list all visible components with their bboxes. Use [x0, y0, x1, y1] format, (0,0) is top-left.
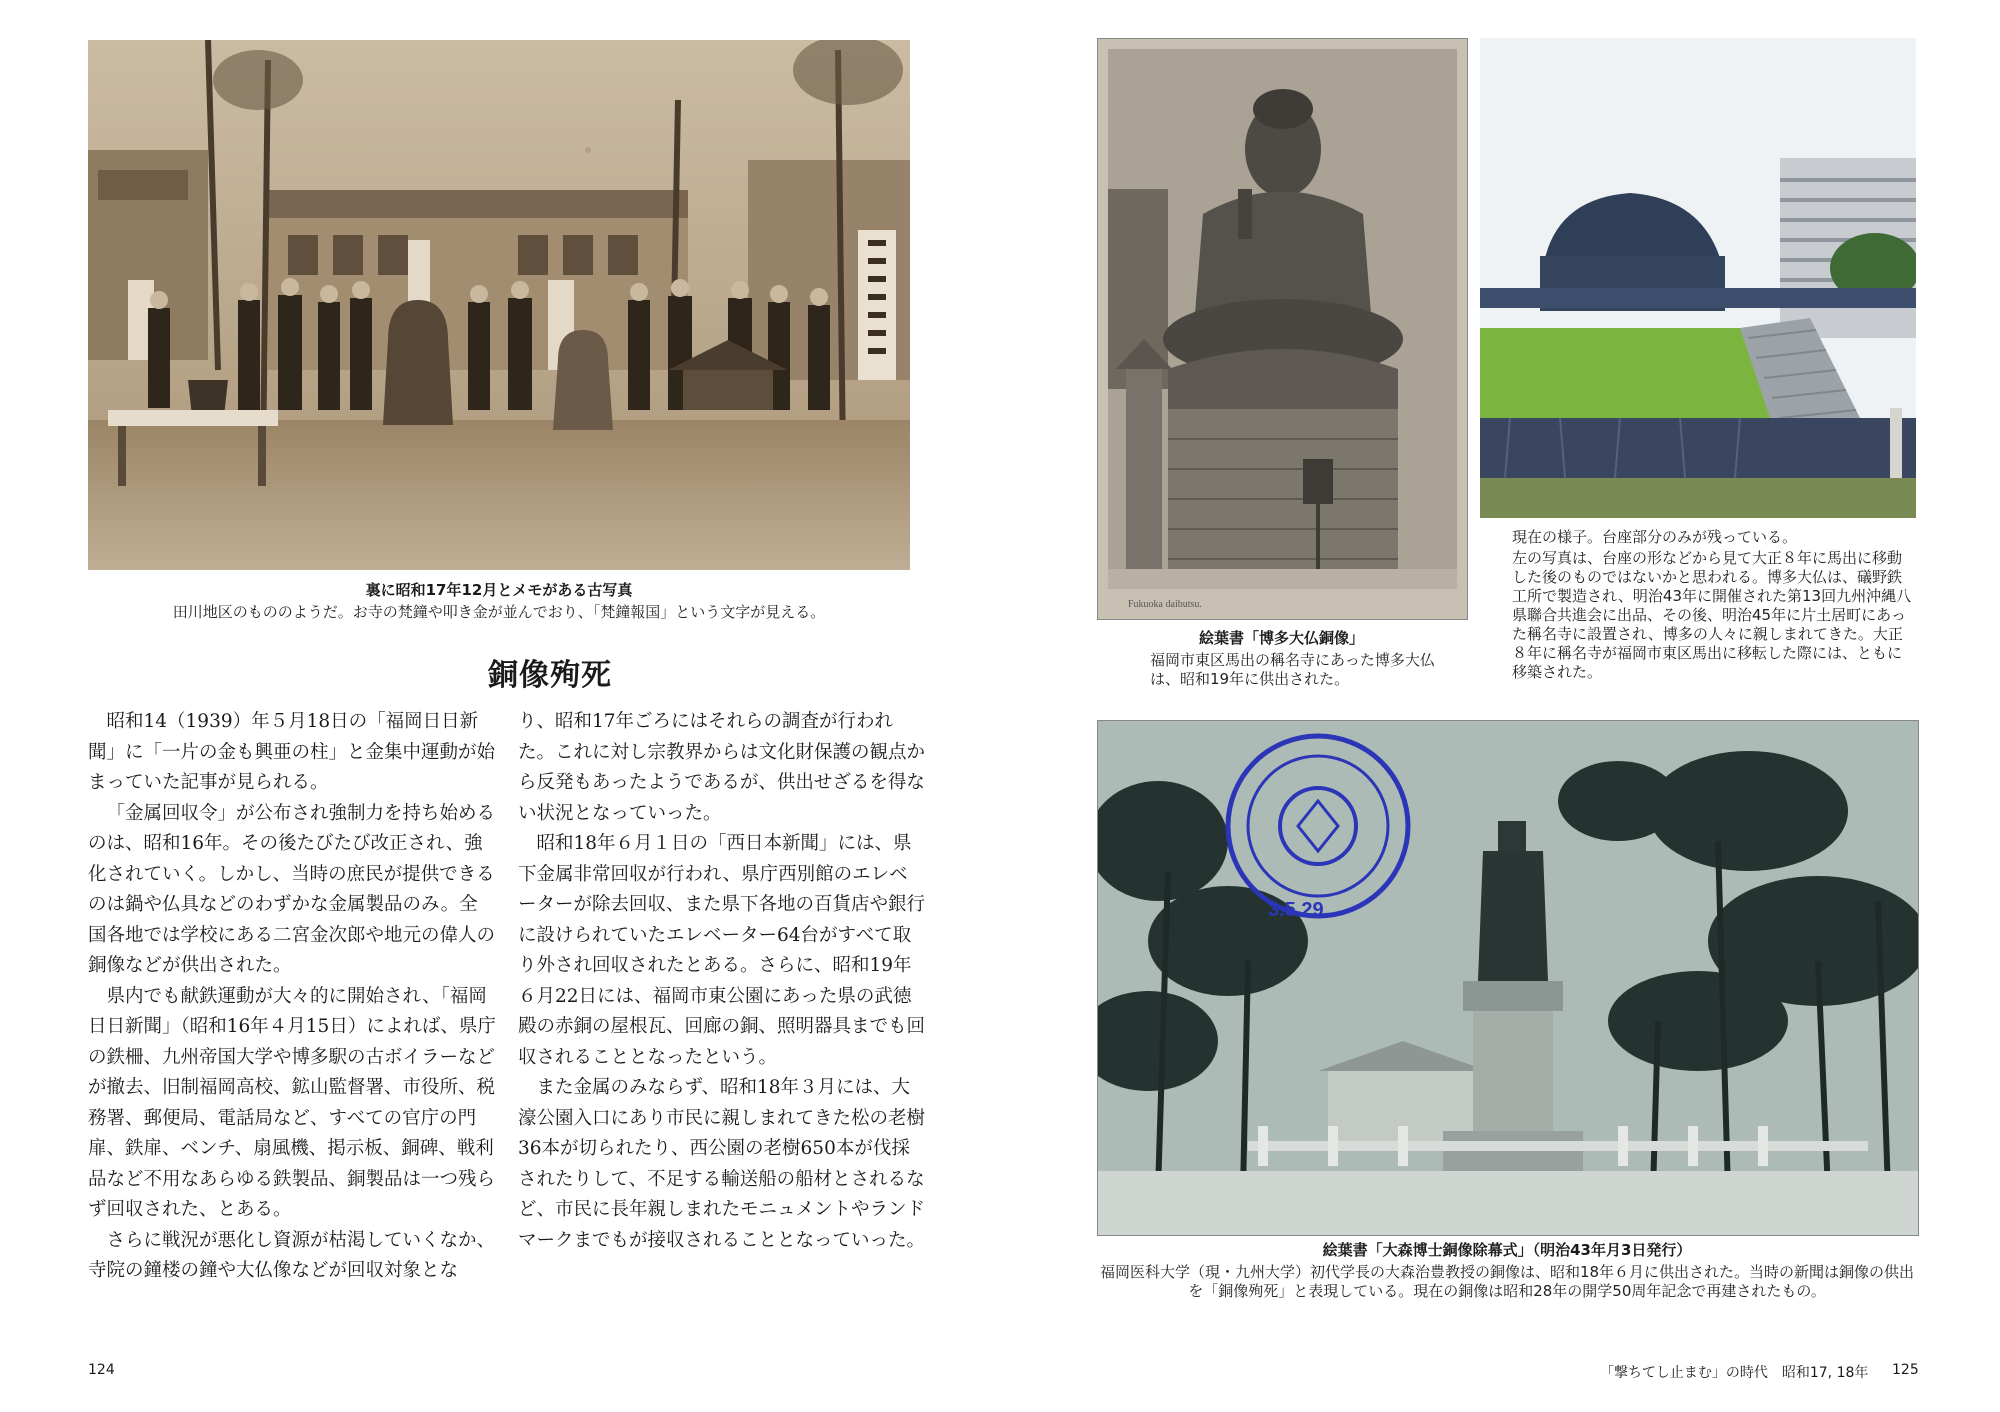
paragraph: り、昭和17年ごろにはそれらの調査が行われた。これに対し宗教界からは文化財保護の観点から反発もあったようであるが、供出せざるを得ない状況となっていった。 [518, 711, 926, 824]
postmark-date: 3.5.29. [1268, 899, 1330, 921]
main-photo [88, 40, 910, 570]
main-photo-caption-title: 裏に昭和17年12月とメモがある古写真 [365, 581, 633, 599]
paragraph: 昭和18年６月１日の「西日本新聞」には、県下金属非常回収が行われ、県庁西別館のエレベーターが除去回収、また県下各地の百貨店や銀行に設けられていたエレベーター64台がすべて取り外され回収されたとある。さらに、昭和19年６月22日には、福岡市東公園にあった県の武徳殿の赤銅の屋根瓦、回廊の銅、照明器具までも回収されることとなったという。 [518, 833, 926, 1068]
statue-caption-title: 絵葉書「大森博士銅像除幕式」（明治43年月3日発行） [1322, 1241, 1692, 1259]
page-number-left: 124 [88, 1362, 115, 1378]
running-footer: 「撃ちてし止まむ」の時代 昭和17, 18年 [1600, 1365, 1869, 1381]
body-column-right [518, 707, 926, 1256]
postcard-latin-text: Fukuoka daibutsu. [1128, 599, 1202, 610]
page-number-right: 125 [1892, 1362, 1919, 1378]
paragraph: 県内でも献鉄運動が大々的に開始され、「福岡日日新聞」（昭和16年４月15日）によれば、県庁の鉄柵、九州帝国大学や博多駅の古ボイラーなどが撤去、旧制福岡高校、鉱山監督署、市役所、税務署、郵便局、電話局など、すべての官庁の門扉、鉄扉、ベンチ、扇風機、掲示板、銅碑、戦利品など不用なあらゆる鉄製品、銅製品は一つ残らず回収された、とある。 [88, 985, 496, 1220]
main-photo-caption-body: 田川地区のもののようだ。お寺の梵鐘や叩き金が並んでおり、「梵鐘報国」という文字が見える。 [172, 603, 826, 621]
statue-postcard-photo [1097, 720, 1919, 1236]
paragraph: また金属のみならず、昭和18年３月には、大濠公園入口にあり市民に親しまれてきた松の老樹36本が切られたり、西公園の老樹650本が伐採されたりして、不足する輸送船の船材とされるなど、市民に長年親しまれたモニュメントやランドマークまでもが接収されることとなっていった。 [518, 1077, 926, 1251]
section-heading: 銅像殉死 [488, 658, 612, 693]
paragraph: 昭和14（1939）年５月18日の「福岡日日新聞」に「一片の金も興亜の柱」と金集中運動が始まっていた記事が見られる。 [88, 711, 496, 793]
buddha-caption-title: 絵葉書「博多大仏銅像」 [1198, 629, 1364, 647]
statue-caption-body: 福岡医科大学（現・九州大学）初代学長の大森治豊教授の銅像は、昭和18年６月に供出された。当時の新聞は銅像の供出を「銅像殉死」と表現している。現在の銅像は昭和28年の開学50周年記念で再建されたもの。 [1099, 1263, 1915, 1300]
current-site-photo [1480, 38, 1916, 518]
current-site-caption-body: 左の写真は、台座の形などから見て大正８年に馬出に移動した後のものではないかと思われる。博多大仏は、礒野鉄工所で製造され、明治43年に開催された第13回九州沖縄八県聯合共進会に出品、その後、明治45年に片土居町にあった稱名寺に設置され、博多の人々に親しまれてきた。大正８年に稱名寺が福岡市東区馬出に移転した際には、ともに移築された。 [1512, 549, 1912, 681]
paragraph: 「金属回収令」が公布され強制力を持ち始めるのは、昭和16年。その後たびたび改正され、強化されていく。しかし、当時の庶民が提供できるのは鍋や仏具などのわずかな金属製品のみ。全国各地では学校にある二宮金次郎や地元の偉人の銅像などが供出された。 [88, 802, 496, 976]
buddha-caption-body: 福岡市東区馬出の稱名寺にあった博多大仏は、昭和19年に供出された。 [1150, 651, 1435, 688]
paragraph: さらに戦況が悪化し資源が枯渇していくなか、寺院の鐘楼の鐘や大仏像などが回収対象とな [88, 1229, 496, 1281]
buddha-postcard-photo [1097, 38, 1468, 620]
body-column-left [88, 707, 496, 1287]
current-site-caption-lead: 現在の様子。台座部分のみが残っている。 [1512, 528, 1798, 546]
